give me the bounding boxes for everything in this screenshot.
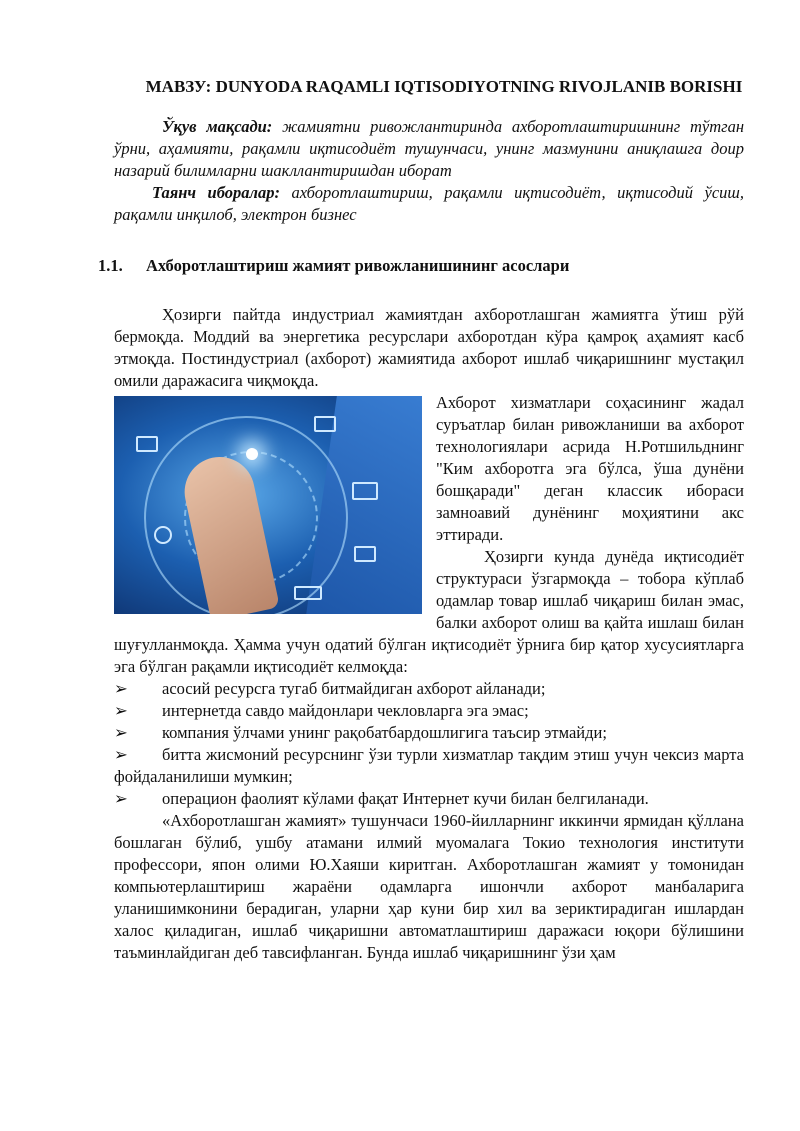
- laptop-icon: [352, 482, 378, 500]
- learning-goal: [114, 116, 744, 182]
- learning-goal-text: жамиятни ривожлантиринда ахборотлаштиришнинг тўтган ўрни, аҳамияти, рақамли иқтисодиёт тушунчаси, унинг мазмунини аниқлашга доир назарий билимларни шакллантиришдан иборат: [114, 117, 744, 180]
- envelope-icon: [136, 436, 158, 452]
- network-node-icon: [154, 526, 172, 544]
- list-item: ➢ интернетда савдо майдонлари чекловларга эга эмас;: [114, 701, 529, 720]
- keywords-text: ахборотлаштириш, рақамли иқтисодиёт, иқтисодий ўсиш, рақамли инқилоб, электрон бизнес: [114, 183, 744, 224]
- list-item: ➢ битта жисмоний ресурснинг ўзи турли хизматлар тақдим этиш учун чексиз марта фойдаланилиши мумкин;: [114, 745, 744, 786]
- list-item: ➢ асосий ресурсга тугаб битмайдиган ахборот айланади;: [114, 679, 546, 698]
- keywords-label: Таянч иборалар:: [152, 183, 280, 202]
- feature-list: [114, 678, 744, 810]
- touch-glow: [246, 448, 258, 460]
- arrow-bullet-icon: ➢: [114, 789, 128, 808]
- list-item: ➢ операцион фаолият кўлами фақат Интернет кучи билан белгиланади.: [114, 789, 649, 808]
- digital-network-hand-image: [114, 396, 422, 614]
- page-title: МАВЗУ: DUNYODA RAQAMLI IQTISODIYOTNING RIVOJLANIB BORISHI: [145, 77, 743, 96]
- section-number: 1.1.: [98, 256, 123, 275]
- learning-goal-label: Ўқув мақсади:: [162, 117, 273, 136]
- paragraph-1: Ҳозирги пайтда индустриал жамиятдан ахборотлашган жамиятга ўтиш рўй бермоқда. Моддий ва энергетика ресурслари ахборотдан кўра қамроқ аҳамият касб этмоқда. Постиндустриал (ахборот) жамиятида ахборот ишлаб чиқаришнинг мустақил омили даражасига чиқмоқда.: [114, 305, 744, 390]
- chat-icon: [354, 546, 376, 562]
- chat-bubble-icon: [294, 586, 322, 600]
- envelope-icon: [314, 416, 336, 432]
- list-item: ➢ компания ўлчами унинг рақобатбардошлигига таъсир этмайди;: [114, 723, 607, 742]
- paragraph-3: Ҳозирги кунда дунёда иқтисодиёт структураси ўзгармоқда – тобора кўплаб одамлар товар ишлаб чиқариш билан эмас, балки ахборот олиш ва қайта ишлаш билан шуғулланмоқда. Ҳамма учун одатий бўлган иқтисодиёт ўрнига бир қатор хусусиятларга эга бўлган рақамли иқтисодиёт келмоқда:: [114, 547, 744, 676]
- document-page: [98, 0, 744, 964]
- keywords: [114, 182, 744, 226]
- arrow-bullet-icon: ➢: [114, 679, 128, 698]
- section-title: Ахборотлаштириш жамият ривожланишининг асослари: [146, 256, 570, 275]
- arrow-bullet-icon: ➢: [114, 723, 128, 742]
- section-heading: [98, 256, 744, 276]
- paragraph-4: «Ахборотлашган жамият» тушунчаси 1960-йилларнинг иккинчи ярмидан қўллана бошлаган бўлиб, ушбу атамани илмий муомалага Токио технология институти профессори, япон олими Ю.Хаяши киритган. Ахборотлашган жамият у томонидан компьютерлаштириш жараёни одамларга ишончли ахборот манбаларига уланишимконини берадиган, уларни ҳар куни бир хил ва зериктирадиган ишлардан халос қиладиган, ишлаб чиқаришни автоматлаштириш даражаси юқори бўлишини таъминлайдиган деб тавсифланган. Бунда ишлаб чиқаришнинг ўзи ҳам: [114, 811, 744, 962]
- arrow-bullet-icon: ➢: [114, 701, 128, 720]
- arrow-bullet-icon: ➢: [114, 745, 128, 764]
- paragraph-2: Ахборот хизматлари соҳасининг жадал суръатлар билан ривожланиши ва ахборот технологиялари асрида Н.Ротшильднинг "Ким ахборотга эга бўлса, ўша дунёни бошқаради" деган классик ибораси замноавий дунёнинг моҳиятини акс эттиради.: [436, 393, 744, 544]
